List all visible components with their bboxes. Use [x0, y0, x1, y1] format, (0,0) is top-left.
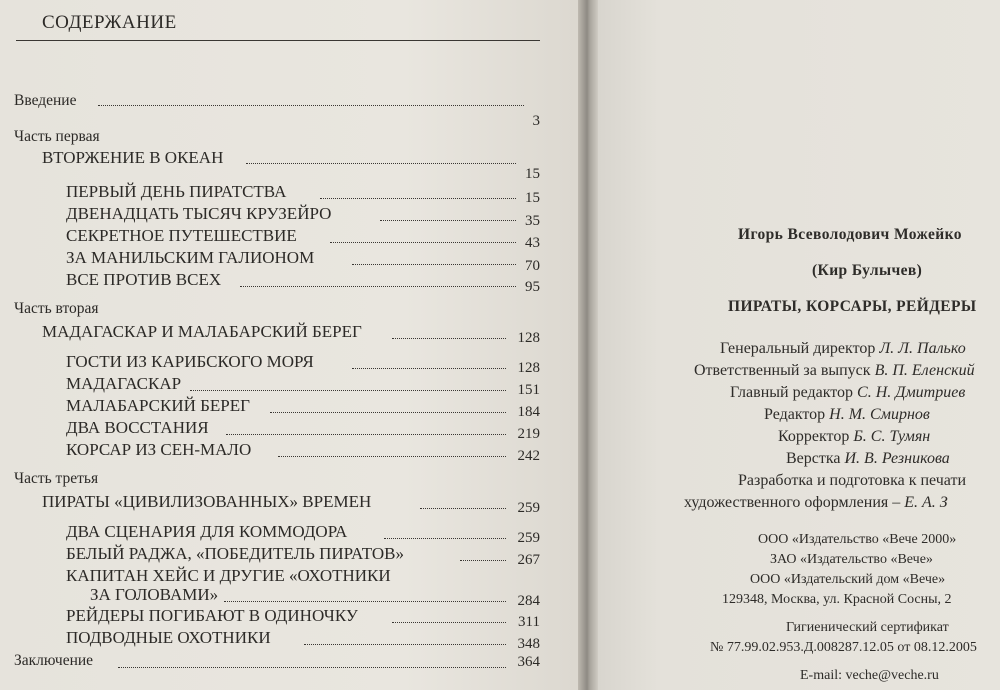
staff-line: Редактор Н. М. Смирнов: [764, 406, 930, 423]
leader-dots: [320, 198, 516, 199]
toc-entry-page: 284: [517, 593, 540, 609]
toc-entry-title: Заключение: [14, 652, 94, 669]
toc-entry-page: 15: [525, 166, 540, 182]
leader-dots: [352, 264, 516, 265]
staff-line: Генеральный директор Л. Л. Палько: [720, 340, 966, 357]
staff-line: Корректор Б. С. Тумян: [778, 428, 931, 445]
toc-entry-title: СЕКРЕТНОЕ ПУТЕШЕСТВИЕ: [66, 226, 297, 245]
leader-dots: [226, 434, 506, 435]
toc-entry-page: 3: [532, 113, 540, 129]
toc-entry-title: КАПИТАН ХЕЙС И ДРУГИЕ «ОХОТНИКИ: [66, 566, 391, 585]
design-credit-line1: Разработка и подготовка к печати: [738, 472, 967, 489]
leader-dots: [392, 338, 506, 339]
toc-entry-title-continued: ЗА ГОЛОВАМИ»: [90, 585, 219, 604]
publisher-line: ООО «Издательский дом «Вече»: [750, 572, 946, 587]
toc-entry-page: 43: [525, 235, 540, 251]
publisher-line: ЗАО «Издательство «Вече»: [770, 552, 933, 567]
leader-dots: [304, 644, 506, 645]
staff-line: Ответственный за выпуск В. П. Еленский: [694, 362, 975, 379]
leader-dots: [98, 105, 524, 106]
toc-entry-title: ДВЕНАДЦАТЬ ТЫСЯЧ КРУЗЕЙРО: [66, 204, 332, 223]
leader-dots: [224, 601, 506, 602]
toc-entry-title: ЗА МАНИЛЬСКИМ ГАЛИОНОМ: [66, 248, 315, 267]
toc-entry-page: 15: [525, 190, 540, 206]
toc-entry-title: Введение: [14, 92, 77, 109]
toc-entry-title: МАЛАБАРСКИЙ БЕРЕГ: [66, 396, 250, 415]
toc-entry-page: 259: [517, 530, 540, 546]
toc-entry-page: 348: [517, 636, 540, 652]
certificate-label: Гигиенический сертификат: [786, 620, 949, 635]
leader-dots: [330, 242, 516, 243]
toc-entry-title: БЕЛЫЙ РАДЖА, «ПОБЕДИТЕЛЬ ПИРАТОВ»: [66, 544, 405, 563]
toc-entry-page: 70: [525, 258, 540, 274]
staff-line: Главный редактор С. Н. Дмитриев: [730, 384, 966, 401]
leader-dots: [392, 622, 506, 623]
part-label: Часть первая: [14, 128, 100, 145]
leader-dots: [190, 390, 506, 391]
toc-entry-title: ПОДВОДНЫЕ ОХОТНИКИ: [66, 628, 271, 647]
toc-entry-title: МАДАГАСКАР: [66, 374, 182, 393]
staff-line: Верстка И. В. Резникова: [786, 450, 950, 467]
publisher-address: 129348, Москва, ул. Красной Сосны, 2: [722, 592, 952, 607]
toc-entry-title: ВТОРЖЕНИЕ В ОКЕАН: [42, 148, 224, 167]
toc-entry-title: ДВА ВОССТАНИЯ: [66, 418, 209, 437]
toc-entry-page: 311: [518, 614, 540, 630]
toc-entry-page: 128: [517, 360, 540, 376]
toc-entry-title: МАДАГАСКАР И МАЛАБАРСКИЙ БЕРЕГ: [42, 322, 362, 341]
design-credit-line2: художественного оформления – Е. А. З: [684, 494, 948, 511]
book-gutter: [578, 0, 598, 690]
toc-entry-page: 95: [525, 279, 540, 295]
leader-dots: [380, 220, 516, 221]
part-label: Часть вторая: [14, 300, 99, 317]
toc-entry-page: 242: [517, 448, 540, 464]
toc-entry-page: 35: [525, 213, 540, 229]
leader-dots: [270, 412, 506, 413]
author-name: Игорь Всеволодович Можейко: [738, 226, 962, 243]
book-title: ПИРАТЫ, КОРСАРЫ, РЕЙДЕРЫ: [728, 298, 977, 315]
toc-entry-page: 184: [517, 404, 540, 420]
leader-dots: [278, 456, 506, 457]
leader-dots: [118, 667, 506, 668]
imprint-page: [598, 0, 1000, 690]
leader-dots: [240, 286, 516, 287]
toc-entry-title: КОРСАР ИЗ СЕН-МАЛО: [66, 440, 252, 459]
toc-header: СОДЕРЖАНИЕ: [42, 12, 177, 33]
toc-entry-title: ПИРАТЫ «ЦИВИЛИЗОВАННЫХ» ВРЕМЕН: [42, 492, 372, 511]
certificate-number: № 77.99.02.953.Д.008287.12.05 от 08.12.2005: [710, 640, 977, 655]
toc-entry-title: ДВА СЦЕНАРИЯ ДЛЯ КОММОДОРА: [66, 522, 348, 541]
leader-dots: [420, 508, 506, 509]
leader-dots: [384, 538, 506, 539]
header-rule: [16, 40, 540, 41]
leader-dots: [246, 163, 516, 164]
author-pseudonym: (Кир Булычев): [812, 262, 923, 279]
toc-entry-page: 219: [517, 426, 540, 442]
toc-entry-title: ПЕРВЫЙ ДЕНЬ ПИРАТСТВА: [66, 182, 287, 201]
leader-dots: [352, 368, 506, 369]
publisher-line: ООО «Издательство «Вече 2000»: [758, 532, 957, 547]
toc-entry-page: 128: [517, 330, 540, 346]
toc-entry-title: РЕЙДЕРЫ ПОГИБАЮТ В ОДИНОЧКУ: [66, 606, 358, 625]
toc-entry-page: 259: [517, 500, 540, 516]
toc-entry-page: 364: [517, 654, 540, 670]
toc-entry-title: ВСЕ ПРОТИВ ВСЕХ: [66, 270, 222, 289]
toc-entry-page: 267: [517, 552, 540, 568]
part-label: Часть третья: [14, 470, 99, 487]
toc-entry-title: ГОСТИ ИЗ КАРИБСКОГО МОРЯ: [66, 352, 314, 371]
toc-entry-page: 151: [517, 382, 540, 398]
email: E-mail: veche@veche.ru: [800, 668, 939, 683]
